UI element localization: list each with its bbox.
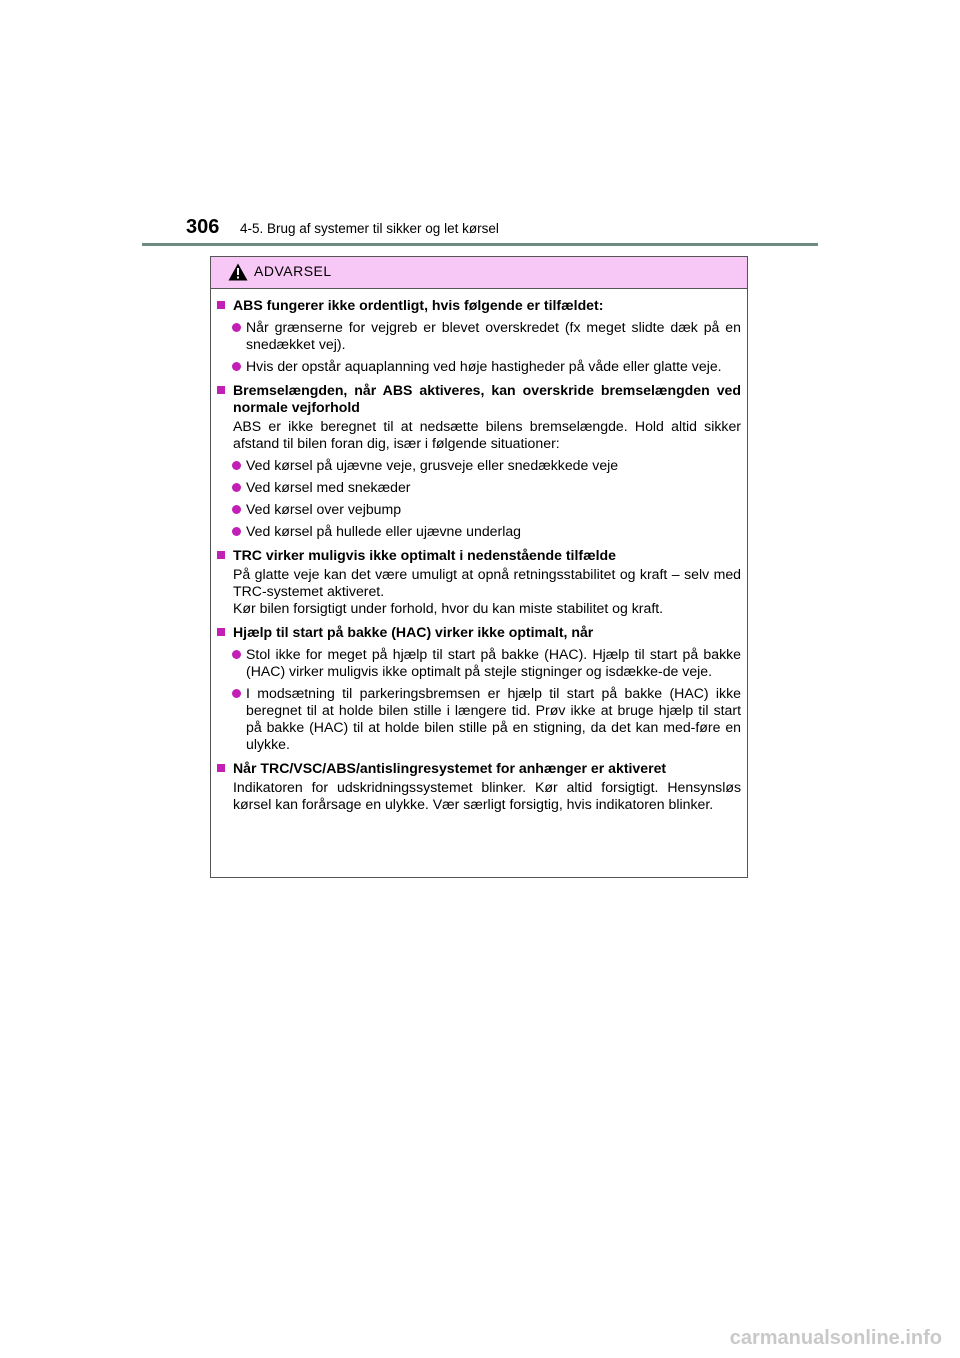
section-heading: Hjælp til start på bakke (HAC) virker ikke optimalt, når (217, 624, 741, 641)
list-item: Stol ikke for meget på hjælp til start på bakke (HAC). Hjælp til start på bakke (HAC) virker muligvis ikke optimalt på stejle stigninger og isdække-de veje. (232, 646, 741, 680)
list-item: Ved kørsel over vejbump (232, 501, 741, 518)
section-heading: Når TRC/VSC/ABS/antislingresystemet for anhænger er aktiveret (217, 760, 741, 777)
page-number: 306 (186, 216, 220, 238)
round-bullet-icon (232, 461, 241, 470)
round-bullet-icon (232, 505, 241, 514)
warning-header (211, 257, 747, 289)
round-bullet-icon (232, 689, 241, 698)
section-paragraph: ABS er ikke beregnet til at nedsætte bilens bremselængde. Hold altid sikker afstand til bilen foran dig, især i følgende situationer: (233, 418, 741, 451)
round-bullet-icon (232, 483, 241, 492)
square-bullet-icon (217, 386, 225, 394)
round-bullet-icon (232, 650, 241, 659)
section-paragraph: Indikatoren for udskridningssystemet blinker. Kør altid forsigtigt. Hensynsløs kørsel kan forårsage en ulykke. Vær særligt forsigtig, hvis indikatoren blinker. (233, 779, 741, 812)
section-title: 4-5. Brug af systemer til sikker og let kørsel (240, 221, 499, 236)
warning-box (210, 256, 748, 878)
section-heading: ABS fungerer ikke ordentligt, hvis følgende er tilfældet: (217, 297, 741, 314)
square-bullet-icon (217, 301, 225, 309)
watermark: carmanualsonline.info (729, 1327, 942, 1349)
list-item: Hvis der opstår aquaplanning ved høje hastigheder på våde eller glatte veje. (232, 358, 741, 375)
section-paragraph: Kør bilen forsigtigt under forhold, hvor du kan miste stabilitet og kraft. (233, 600, 664, 616)
round-bullet-icon (232, 527, 241, 536)
square-bullet-icon (217, 551, 225, 559)
warning-label: ADVARSEL (254, 263, 332, 279)
section-paragraph: På glatte veje kan det være umuligt at opnå retningsstabilitet og kraft – selv med TRC-systemet aktiveret. (233, 566, 741, 599)
list-item: Når grænserne for vejgreb er blevet overskredet (fx meget slidte dæk på en snedækket vej). (232, 319, 741, 353)
header-rule (142, 243, 818, 246)
warning-triangle-icon (228, 263, 248, 281)
list-item: Ved kørsel på hullede eller ujævne underlag (232, 523, 741, 540)
section-heading: Bremselængden, når ABS aktiveres, kan overskride bremselængden ved normale vejforhold (217, 382, 741, 416)
list-item: Ved kørsel med snekæder (232, 479, 741, 496)
section-heading: TRC virker muligvis ikke optimalt i nedenstående tilfælde (217, 547, 741, 564)
square-bullet-icon (217, 628, 225, 636)
square-bullet-icon (217, 764, 225, 772)
list-item: I modsætning til parkeringsbremsen er hjælp til start på bakke (HAC) ikke beregnet til at holde bilen stille i længere tid. Prøv ikke at bruge hjælp til start på bakke (HAC) til at holde bilen stille på en stigning, da det kan med-føre en ulykke. (232, 685, 741, 753)
round-bullet-icon (232, 323, 241, 332)
round-bullet-icon (232, 362, 241, 371)
page-header (186, 216, 786, 238)
list-item: Ved kørsel på ujævne veje, grusveje eller snedækkede veje (232, 457, 741, 474)
warning-body (211, 289, 747, 813)
